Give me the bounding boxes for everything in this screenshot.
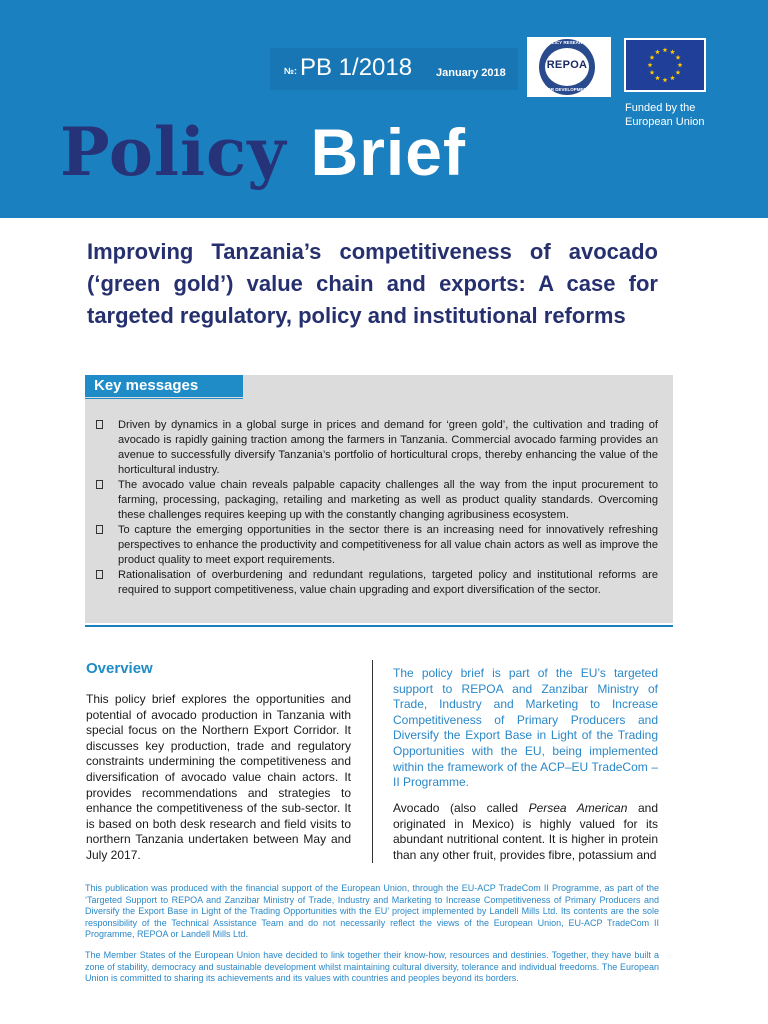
key-messages-heading: Key messages bbox=[94, 377, 199, 394]
masthead-title bbox=[60, 112, 466, 192]
key-message-text: The avocado value chain reveals palpable capacity challenges all the way from the input procurement to farming, processing, packaging, retailing and marketing as well as product quality standards. Overcoming these challenges requires keeping up with the constantly changing agribusiness ecosystem. bbox=[118, 479, 658, 521]
key-messages-bottom-rule bbox=[85, 625, 673, 627]
eu-star-icon bbox=[650, 70, 655, 75]
eu-caption-line-2: European Union bbox=[625, 116, 705, 128]
eu-star-icon bbox=[650, 55, 655, 60]
bullet-box-icon bbox=[96, 570, 103, 579]
repoa-logo-text: REPOA bbox=[546, 59, 588, 71]
overview-heading: Overview bbox=[86, 660, 153, 677]
eu-star-icon bbox=[676, 70, 681, 75]
bullet-box-icon bbox=[96, 420, 103, 429]
overview-body: This policy brief explores the opportunities and potential of avocado production in Tanzania with special focus on the Northern Export Corridor. It discusses key production, trade and regulatory constraints undermining the competitiveness and diversification of avocado value chain actors. It provides recommendations and strategies to enhance the competitiveness of the sub-sector. It is based on both desk research and field visits to northern Tanzania undertaken between May and July 2017. bbox=[86, 692, 351, 862]
key-message-item bbox=[96, 418, 658, 478]
bullet-box-icon bbox=[96, 480, 103, 489]
avocado-intro-paragraph bbox=[393, 801, 658, 863]
bullet-box-icon bbox=[96, 525, 103, 534]
eu-star-icon bbox=[678, 62, 683, 67]
eu-caption-line-1: Funded by the bbox=[625, 102, 696, 114]
key-message-text: Rationalisation of overburdening and redundant regulations, targeted policy and institutional reforms are required to support competitiveness, value chain upgrading and export diversification of the sector. bbox=[118, 569, 658, 596]
eu-star-icon bbox=[676, 55, 681, 60]
brief-date: January 2018 bbox=[436, 67, 506, 79]
eu-support-note: The policy brief is part of the EU’s targeted support to REPOA and Zanzibar Ministry of Trade, Industry and Marketing to Increase Competitiveness of Primary Producers and Diversify the Export Base in Light of the Trading Opportunities with the EU, being implemented within the framework of the ACP–EU TradeCom – II Programme. bbox=[393, 666, 658, 790]
eu-star-icon bbox=[670, 75, 675, 80]
repoa-logo-ring-text-top: POLICY RESEARCH bbox=[545, 40, 589, 45]
key-messages-list bbox=[96, 418, 658, 598]
key-messages-tab-underline bbox=[85, 398, 243, 399]
eu-star-icon bbox=[655, 75, 660, 80]
brief-number: PB 1/2018 bbox=[300, 54, 413, 81]
avocado-intro-text: Avocado (also called bbox=[393, 801, 529, 815]
funding-disclaimer: This publication was produced with the financial support of the European Union, through the EU-ACP TradeCom II Programme, as part of the ‘Targeted Support to REPOA and Zanzibar Ministry of Trade, Industry and Marketing to Increase Competitiveness of Primary Producers and Diversify the Export Base in Light of the Trading Opportunities with the EU’ project implemented by Landell Mills Ltd. Its contents are the sole responsibility of the Technical Assistance Team and do not necessarily reflect the views of the European Union, EU-ACP TradeCom II Programme, REPOA or Landell Mills Ltd. bbox=[85, 883, 659, 939]
eu-star-icon bbox=[663, 47, 668, 52]
repoa-logo-ring-text-bottom: FOR DEVELOPMENT bbox=[544, 87, 590, 92]
masthead-word-policy: Policy bbox=[60, 113, 287, 191]
eu-star-icon bbox=[648, 62, 653, 67]
avocado-intro-rest: and originated in Mexico) is highly valued for its abundant nutritional content. It is higher in protein than any other fruit, provides fibre, potassium and bbox=[393, 801, 658, 862]
document-title: Improving Tanzania’s competitiveness of avocado (‘green gold’) value chain and exports: A case for targeted regulatory, policy and institutional reforms bbox=[87, 239, 658, 328]
brief-number-prefix: №: bbox=[284, 66, 298, 76]
key-message-text: Driven by dynamics in a global surge in prices and demand for ‘green gold’, the cultivation and trading of avocado is rapidly gaining traction among the farmers in Tanzania. Commercial avocado farming provides an avenue to successfully diversify Tanzania’s portfolio of horticultural crops, thereby enhancing the value of the horticultural industry. bbox=[118, 419, 658, 476]
key-message-item bbox=[96, 523, 658, 568]
key-message-item bbox=[96, 478, 658, 523]
eu-flag-icon bbox=[626, 40, 704, 90]
avocado-species-name: Persea American bbox=[528, 801, 628, 815]
eu-stars-icon bbox=[626, 40, 704, 90]
masthead-word-brief: Brief bbox=[310, 115, 466, 189]
eu-star-icon bbox=[663, 77, 668, 82]
eu-statement: The Member States of the European Union have decided to link together their know-how, resources and destinies. Together, they have built a zone of stability, democracy and sustainable development whilst maintaining cultural diversity, tolerance and individual freedoms. The European Union is committed to sharing its achievements and its values with countries and peoples beyond its borders. bbox=[85, 950, 659, 983]
key-message-item bbox=[96, 568, 658, 598]
key-message-text: To capture the emerging opportunities in the sector there is an increasing need for innovatively refreshing perspectives to enhance the productivity and competitiveness for all value chain actors as well as improve the product quality to meet export requirements. bbox=[118, 524, 658, 566]
column-divider bbox=[372, 660, 373, 863]
eu-star-icon bbox=[655, 49, 660, 54]
eu-star-icon bbox=[670, 49, 675, 54]
eu-funding-caption bbox=[625, 101, 705, 129]
